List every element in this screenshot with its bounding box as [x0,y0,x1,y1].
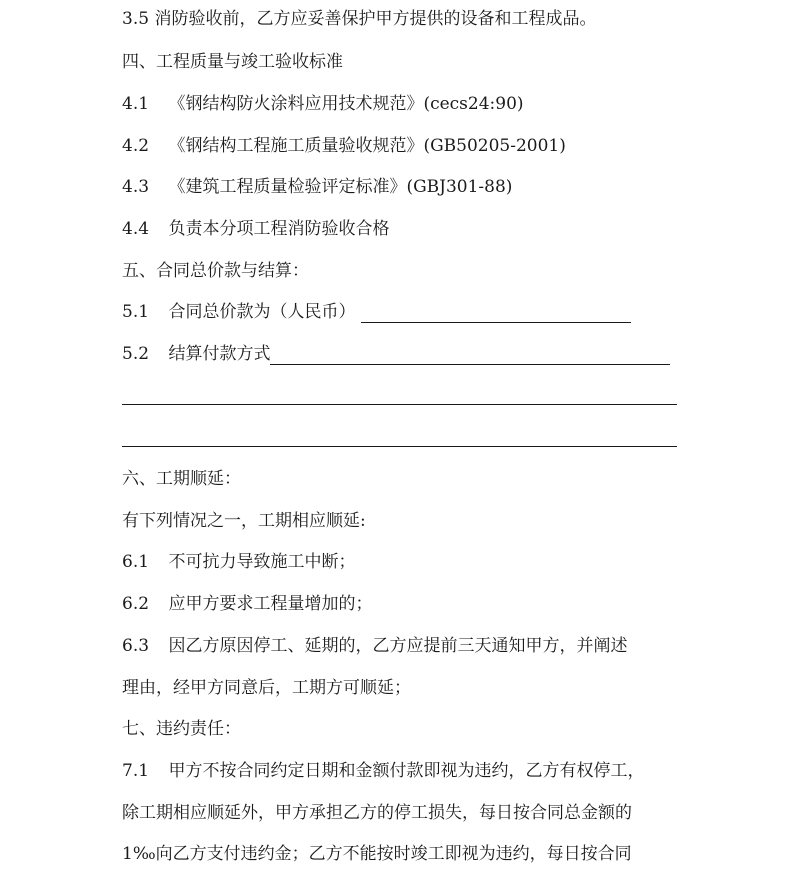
clause-text: 因乙方原因停工、延期的，乙方应提前三天通知甲方，并阐述 [168,636,628,656]
clause-number: 5.1 [122,302,150,322]
clause-6-2 [122,593,372,615]
section-title: 四、工程质量与竣工验收标准 [122,52,343,72]
clause-6-3 [122,635,627,657]
clause-text: 不可抗力导致施工中断； [168,552,356,572]
payment-method-blank-line-3[interactable] [122,446,677,447]
section-6-intro [122,510,366,532]
clause-3-5 [122,8,596,30]
clause-number: 5.2 [122,344,150,364]
clause-text: 《钢结构工程施工质量验收规范》(GB50205-2001) [168,136,566,156]
clause-number: 4.1 [122,94,150,114]
clause-6-3-cont [122,677,411,699]
clause-5-1 [122,301,631,323]
clause-number: 4.4 [122,219,150,239]
section-title: 六、工期顺延： [122,469,241,489]
payment-method-blank-line-2[interactable] [122,404,677,405]
payment-method-blank[interactable] [270,345,670,365]
clause-number: 6.1 [122,552,150,572]
clause-5-2 [122,343,670,365]
clause-text: 理由，经甲方同意后，工期方可顺延； [122,678,411,698]
clause-text: 《钢结构防火涂料应用技术规范》(cecs24:90) [168,94,524,114]
clause-4-1 [122,93,524,115]
clause-text: 结算付款方式 [168,344,271,364]
clause-number: 3.5 [122,9,150,29]
paragraph-text: 有下列情况之一，工期相应顺延: [122,511,366,531]
total-price-blank[interactable] [361,303,631,323]
clause-text: 除工期相应顺延外，甲方承担乙方的停工损失，每日按合同总金额的 [122,803,632,823]
clause-text: 1‰向乙方支付违约金；乙方不能按时竣工即视为违约，每日按合同 [122,844,632,864]
section-title: 五、合同总价款与结算： [122,261,309,281]
section-5-heading [122,260,309,282]
clause-text: 《建筑工程质量检验评定标准》(GBJ301-88) [168,177,513,197]
section-7-heading [122,718,241,740]
section-6-heading [122,468,241,490]
section-title: 七、违约责任： [122,719,241,739]
clause-text: 负责本分项工程消防验收合格 [168,219,390,239]
clause-4-2 [122,135,566,157]
clause-number: 4.2 [122,136,150,156]
clause-7-1-cont [122,802,632,824]
clause-text: 消防验收前，乙方应妥善保护甲方提供的设备和工程成品。 [154,9,597,29]
section-4-heading [122,51,343,73]
clause-number: 6.2 [122,594,150,614]
clause-number: 4.3 [122,177,150,197]
clause-4-4 [122,218,389,240]
clause-6-1 [122,551,355,573]
clause-text: 合同总价款为（人民币） [168,302,356,322]
clause-text: 应甲方要求工程量增加的； [168,594,373,614]
clause-number: 7.1 [122,761,150,781]
clause-7-1 [122,760,644,782]
clause-7-1-cont-2 [122,843,632,865]
clause-number: 6.3 [122,636,150,656]
clause-text: 甲方不按合同约定日期和金额付款即视为违约，乙方有权停工， [168,761,645,781]
clause-4-3 [122,176,512,198]
